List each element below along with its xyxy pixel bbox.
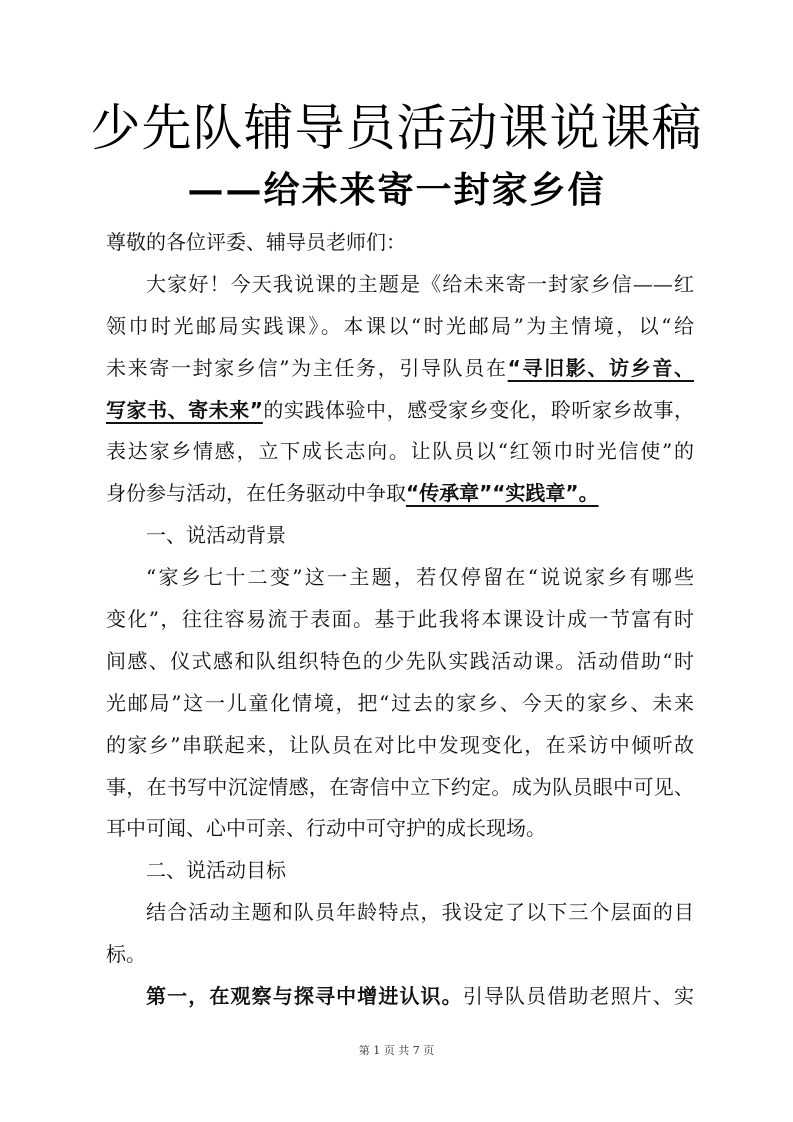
- intro-underlined-phrase-1: “寻旧影、访乡音、: [507, 355, 694, 380]
- page-footer: 第 1 页 共 7 页: [358, 1044, 435, 1057]
- section-1-heading: 一、说活动背景: [146, 523, 286, 548]
- document-title: 少先队辅导员活动课说课稿: [90, 99, 703, 157]
- section-1-line-5: 的家乡”串联起来，让队员在对比中发现变化，在采访中倾听故: [106, 732, 694, 757]
- intro-line-3-text: 未来寄一封家乡信”为主任务，引导队员在: [106, 355, 508, 380]
- goal-1-heading: 第一，在观察与探寻中增进认识。: [146, 984, 463, 1009]
- intro-underlined-badges: “传承章”“实践章”。: [406, 481, 599, 506]
- section-1-line-1: “家乡七十二变”这一主题，若仅停留在“说说家乡有哪些: [146, 565, 694, 590]
- section-2-line-3: [106, 976, 694, 1018]
- section-1-line-2: 变化”，往往容易流于表面。基于此我将本课设计成一节富有时: [106, 607, 694, 632]
- greeting: 尊敬的各位评委、辅导员老师们：: [106, 230, 406, 254]
- intro-underlined-phrase-2: 写家书、寄未来”: [106, 397, 263, 422]
- goal-1-text: 引导队员借助老照片、实: [462, 984, 695, 1009]
- section-1-line-7: 耳中可闻、心中可亲、行动中可守护的成长现场。: [106, 816, 546, 841]
- section-2-heading: 二、说活动目标: [146, 858, 286, 883]
- intro-line-6: [106, 473, 694, 515]
- intro-line-2: 领巾时光邮局实践课》。本课以“时光邮局”为主情境，以“给: [106, 313, 694, 338]
- intro-line-3: [106, 348, 694, 390]
- section-1-line-4: 光邮局”这一儿童化情境，把“过去的家乡、今天的家乡、未来: [106, 690, 694, 715]
- document-body: [106, 222, 694, 1018]
- section-1-line-3: 间感、仪式感和队组织特色的少先队实践活动课。活动借助“时: [106, 648, 694, 673]
- intro-line-1: 大家好！今天我说课的主题是《给未来寄一封家乡信——红: [146, 271, 694, 296]
- section-1-line-6: 事，在书写中沉淀情感，在寄信中立下约定。成为队员眼中可见、: [106, 774, 694, 799]
- intro-line-6-text: 身份参与活动，在任务驱动中争取: [106, 481, 406, 506]
- intro-line-4-text: 的实践体验中，感受家乡变化，聆听家乡故事，: [262, 397, 694, 422]
- intro-line-5: 表达家乡情感，立下成长志向。让队员以“红领巾时光信使”的: [106, 439, 694, 464]
- section-2-line-2: 标。: [106, 942, 146, 967]
- document-subtitle: ——给未来寄一封家乡信: [187, 169, 606, 211]
- intro-line-4: [106, 390, 694, 432]
- section-2-line-1: 结合活动主题和队员年龄特点，我设定了以下三个层面的目: [146, 900, 694, 925]
